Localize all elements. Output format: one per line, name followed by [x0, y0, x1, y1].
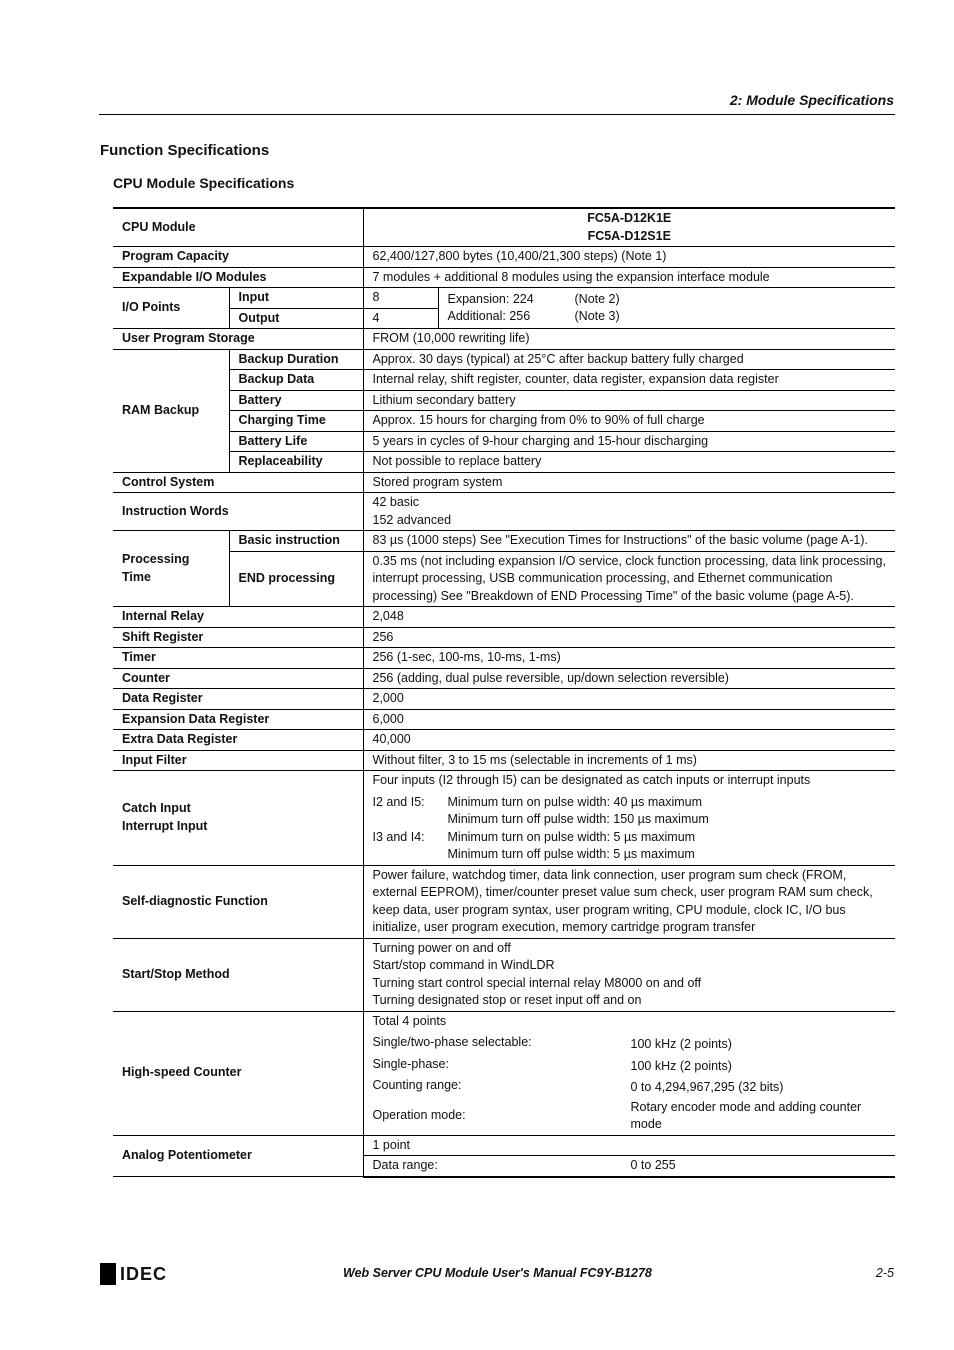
spec-sublabel: Battery Life [229, 431, 363, 452]
spec-value: 0.35 ms (not including expansion I/O service, clock function processing, data link processing, interrupt processing, USB communication processing, and Ethernet communication processing) See "Breakdown of END Processing Time" of the basic volume (page A-5). [363, 551, 895, 607]
table-row [113, 288, 895, 309]
table-row [113, 627, 895, 648]
table-row [113, 750, 895, 771]
spec-value: 256 (1-sec, 100-ms, 10-ms, 1-ms) [363, 648, 895, 669]
spec-value: Data range: 0 to 255 [363, 1156, 895, 1177]
spec-value: 40,000 [363, 730, 895, 751]
spec-value: Power failure, watchdog timer, data link connection, user program sum check (FROM, external EEPROM), timer/counter preset value sum check, user program RAM sum check, keep data, user program syntax, user program writing, CPU module, clock IC, I/O bus initialize, user program execution, memory cartridge program transfer [363, 865, 895, 938]
table-row [113, 1011, 895, 1135]
spec-value: 42 basic 152 advanced [363, 493, 895, 531]
table-row [113, 267, 895, 288]
spec-sublabel: Backup Data [229, 370, 363, 391]
spec-value: Not possible to replace battery [363, 452, 895, 473]
table-row [113, 472, 895, 493]
spec-label: RAM Backup [113, 349, 229, 472]
spec-value: 256 (adding, dual pulse reversible, up/down selection reversible) [363, 668, 895, 689]
spec-value: 62,400/127,800 bytes (10,400/21,300 steps) (Note 1) [363, 247, 895, 268]
table-row [113, 709, 895, 730]
spec-value [363, 208, 895, 247]
io-expansion: Expansion: 224 (Note 2) Additional: 256 (Note 3) [447, 291, 620, 323]
table-row [113, 390, 895, 411]
spec-label: User Program Storage [113, 329, 363, 350]
spec-value: 83 µs (1000 steps) See "Execution Times for Instructions" of the basic volume (page A-1). [363, 531, 895, 552]
section-title: Function Specifications [100, 142, 270, 159]
spec-value: 256 [363, 627, 895, 648]
table-row [113, 493, 895, 531]
spec-value: FROM (10,000 rewriting life) [363, 329, 895, 350]
table-row [113, 431, 895, 452]
spec-label: Extra Data Register [113, 730, 363, 751]
table-row [113, 208, 895, 247]
chapter-header: 2: Module Specifications [729, 92, 894, 108]
spec-sublabel: Replaceability [229, 452, 363, 473]
spec-label: High-speed Counter [113, 1011, 363, 1135]
table-row [113, 551, 895, 607]
spec-value: 4 [363, 308, 438, 329]
spec-label: Internal Relay [113, 607, 363, 628]
table-row [113, 730, 895, 751]
spec-value: 2,000 [363, 689, 895, 710]
spec-value: 2,048 [363, 607, 895, 628]
header-rule [99, 114, 895, 115]
spec-sublabel: Battery [229, 390, 363, 411]
spec-label: Input Filter [113, 750, 363, 771]
spec-sublabel: END processing [229, 551, 363, 607]
table-row [113, 668, 895, 689]
spec-label: Expansion Data Register [113, 709, 363, 730]
spec-label: Expandable I/O Modules [113, 267, 363, 288]
spec-value: Approx. 30 days (typical) at 25°C after backup battery fully charged [363, 349, 895, 370]
table-row [113, 938, 895, 1011]
spec-value: 8 [363, 288, 438, 309]
table-row [113, 607, 895, 628]
spec-value: 5 years in cycles of 9-hour charging and 15-hour discharging [363, 431, 895, 452]
spec-label: Start/Stop Method [113, 938, 363, 1011]
subsection-title: CPU Module Specifications [113, 175, 295, 191]
catch-input-detail: I2 and I5: Minimum turn on pulse width: 40 µs maximum Minimum turn off pulse width: 150 µs maximum I3 and I4: Minimum turn on pulse width: 5 µs maximum Minimum turn off pulse width: 5 µs maximum [372, 794, 709, 861]
spec-value: Approx. 15 hours for charging from 0% to 90% of full charge [363, 411, 895, 432]
spec-sublabel: Charging Time [229, 411, 363, 432]
spec-label: Shift Register [113, 627, 363, 648]
high-speed-counter-detail: Single/two-phase selectable: 100 kHz (2 points) Single-phase: 100 kHz (2 points) Counting range: 0 to 4,294,967,295 (32 bits) Operation mode: Rotary encoder mode and adding counter mode [372, 1035, 862, 1131]
spec-sublabel: Basic instruction [229, 531, 363, 552]
spec-label: Data Register [113, 689, 363, 710]
cpu-spec-table [113, 207, 895, 1178]
page-number: 2-5 [875, 1266, 894, 1280]
spec-value: 6,000 [363, 709, 895, 730]
table-row [113, 648, 895, 669]
table-row [113, 411, 895, 432]
spec-label: Processing Time [113, 531, 229, 607]
table-row [113, 452, 895, 473]
table-row [113, 349, 895, 370]
spec-label: Program Capacity [113, 247, 363, 268]
spec-value: Four inputs (I2 through I5) can be designated as catch inputs or interrupt inputs I2 and I5: Minimum turn on pulse width: 40 µs maximum Minimum turn off pulse width: 150 µs maximum I3 and I4: Minimum turn on pulse width: 5 µs maximum Minimum turn off pulse width: 5 µs maximum [363, 771, 895, 866]
spec-value: 1 point [363, 1135, 895, 1156]
table-row [113, 771, 895, 866]
spec-value: Without filter, 3 to 15 ms (selectable in increments of 1 ms) [363, 750, 895, 771]
spec-value: Internal relay, shift register, counter, data register, expansion data register [363, 370, 895, 391]
spec-sublabel: Input [229, 288, 363, 309]
model-1: FC5A-D12K1E [587, 211, 672, 225]
spec-value: Total 4 points Single/two-phase selectable: 100 kHz (2 points) Single-phase: 100 kHz (2 points) Counting range: 0 to 4,294,967,295 (32 bits) Operation mode: Rotary encoder mode and adding counter mode [363, 1011, 895, 1135]
spec-value: Lithium secondary battery [363, 390, 895, 411]
spec-label: I/O Points [113, 288, 229, 329]
spec-value: Turning power on and off Start/stop command in WindLDR Turning start control special internal relay M8000 on and off Turning designated stop or reset input off and on [363, 938, 895, 1011]
spec-label: Analog Potentiometer [113, 1135, 363, 1177]
footer-title: Web Server CPU Module User's Manual FC9Y-B1278 [343, 1266, 652, 1280]
table-row [113, 689, 895, 710]
model-2: FC5A-D12S1E [587, 228, 671, 243]
spec-label: Instruction Words [113, 493, 363, 531]
table-row [113, 370, 895, 391]
spec-label: Control System [113, 472, 363, 493]
spec-label: CPU Module [113, 208, 363, 247]
table-row [113, 1135, 895, 1156]
logo-mark-icon [100, 1263, 116, 1285]
spec-value: 7 modules + additional 8 modules using the expansion interface module [363, 267, 895, 288]
spec-label: Catch Input Interrupt Input [113, 771, 363, 866]
spec-label: Counter [113, 668, 363, 689]
spec-sublabel: Backup Duration [229, 349, 363, 370]
idec-logo: IDEC [100, 1263, 167, 1285]
table-row [113, 531, 895, 552]
spec-value: Stored program system [363, 472, 895, 493]
spec-sublabel: Output [229, 308, 363, 329]
spec-label: Self-diagnostic Function [113, 865, 363, 938]
spec-value [438, 288, 895, 329]
table-row [113, 865, 895, 938]
spec-label: Timer [113, 648, 363, 669]
table-row [113, 247, 895, 268]
table-row [113, 329, 895, 350]
